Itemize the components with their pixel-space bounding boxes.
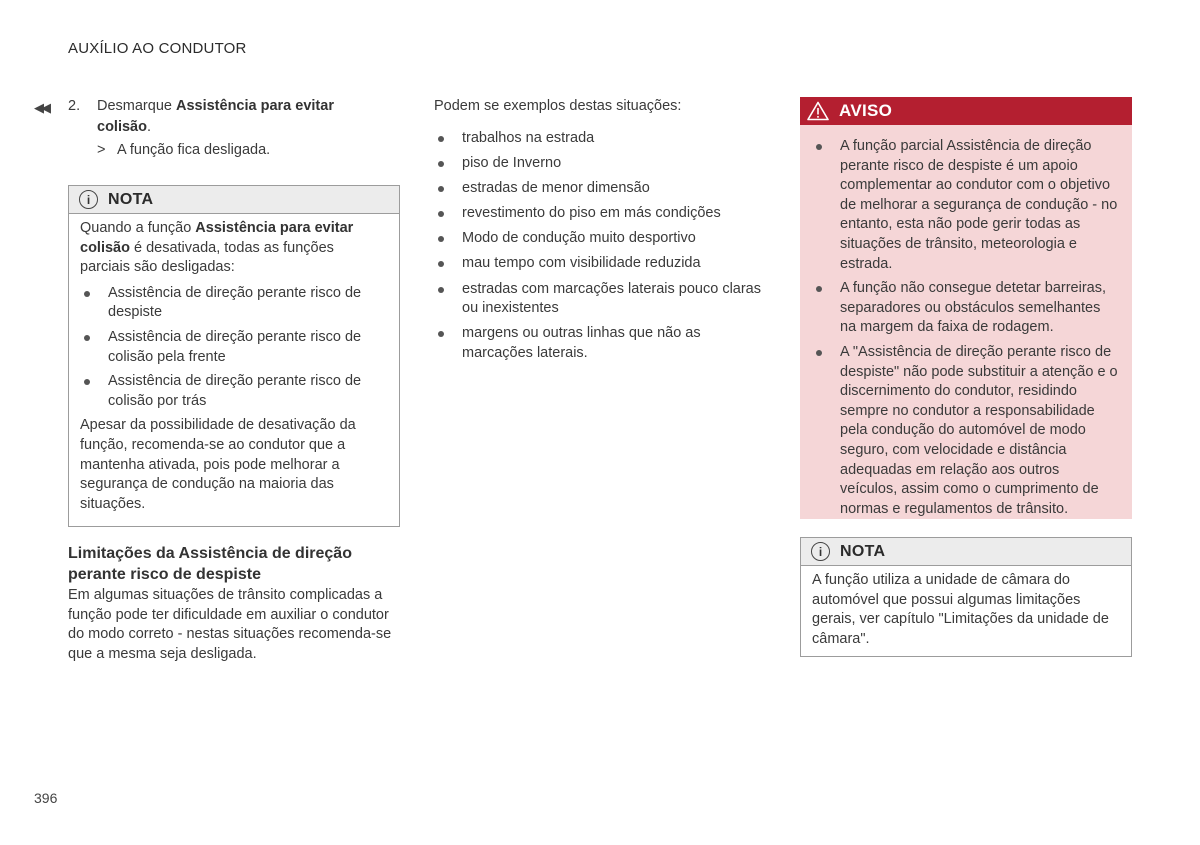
examples-intro: Podem se exemplos destas situações: (434, 98, 682, 114)
section-title: AUXÍLIO AO CONDUTOR (68, 40, 247, 57)
aviso-body (800, 125, 1132, 532)
page-number: 396 (34, 790, 58, 806)
nota-intro-prefix: Quando a função (80, 220, 196, 236)
step-result (97, 140, 270, 160)
list-item: estradas de menor dimensão (434, 179, 764, 199)
result-marker: > (97, 142, 106, 158)
list-item: Assistência de direção perante risco de despiste (80, 284, 387, 323)
list-item: estradas com marcações laterais pouco claras ou inexistentes (434, 280, 764, 319)
nota-intro-bold: Assistência para evitar colisão (80, 220, 354, 256)
list-item: piso de Inverno (434, 154, 764, 174)
step-text-prefix: Desmarque (97, 98, 176, 114)
list-item: mau tempo com visibilidade reduzida (434, 254, 764, 274)
nota-title: NOTA (840, 542, 886, 560)
step-2 (34, 96, 374, 138)
nota-body: A função utiliza a unidade de câmara do automóvel que possui algumas limitações gerais, ver capítulo "Limitações da unidade de câmara". (812, 572, 1109, 647)
list-item: A função não consegue detetar barreiras, separadores ou obstáculos semelhantes na margem da faixa de rodagem. (812, 279, 1118, 338)
nota-title: NOTA (108, 190, 154, 208)
nota-box-2 (800, 537, 1132, 657)
nota-header (69, 186, 399, 214)
aviso-box (800, 97, 1132, 519)
nota-body (69, 214, 399, 522)
step-text-suffix: . (146, 119, 151, 135)
setting-name: Assistência para evitar colisão (97, 98, 334, 135)
examples-list (434, 123, 764, 369)
nota-list (80, 284, 387, 412)
list-item: trabalhos na estrada (434, 129, 764, 149)
list-item: A "Assistência de direção perante risco de despiste" não pode substituir a atenção e o discernimento do condutor, residindo sempre no condutor a responsabilidade pela condução do automóvel de modo seguro, com velocidade e distância adequadas em relação aos outros veículos, assim como o cumprimento de normas e regulamentos de trânsito. (812, 343, 1118, 519)
result-text: A função fica desligada. (117, 142, 271, 158)
list-item: revestimento do piso em más condições (434, 204, 764, 224)
nota-box-1 (68, 185, 400, 527)
info-icon: i (811, 542, 830, 561)
limitations-heading: Limitações da Assistência de direção perante risco de despiste (68, 545, 352, 583)
limitations-body: Em algumas situações de trânsito complicadas a função pode ter dificuldade em auxiliar o condutor do modo correto - nestas situações recomenda-se que a mesma seja desligada. (68, 587, 392, 662)
list-item: Assistência de direção perante risco de colisão pela frente (80, 328, 387, 367)
aviso-title: AVISO (839, 101, 893, 120)
nota-outro: Apesar da possibilidade de desativação da função, recomenda-se ao condutor que a mantenha ativada, pois pode melhorar a segurança de condução na maioria das situações. (80, 417, 356, 512)
nota-intro-suffix: é desativada, todas as funções parciais são desligadas: (80, 239, 334, 276)
info-icon: i (79, 190, 98, 209)
list-item: A função parcial Assistência de direção perante risco de despiste é um apoio complementar ao condutor com o objetivo de melhorar a segurança de condução - no entanto, esta não pode gerir todas as situações de trânsito, meteorologia e estrada. (812, 137, 1118, 274)
nota-header (801, 538, 1131, 566)
list-item: Assistência de direção perante risco de colisão por trás (80, 372, 387, 411)
warning-triangle-icon (807, 101, 829, 121)
step-number: 2. (68, 98, 81, 114)
step-text (97, 96, 367, 138)
list-item: margens ou outras linhas que não as marcações laterais. (434, 324, 764, 363)
nota-intro (80, 219, 387, 278)
aviso-header (800, 97, 1132, 125)
list-item: Modo de condução muito desportivo (434, 229, 764, 249)
continued-icon: ◀◀ (34, 100, 48, 115)
